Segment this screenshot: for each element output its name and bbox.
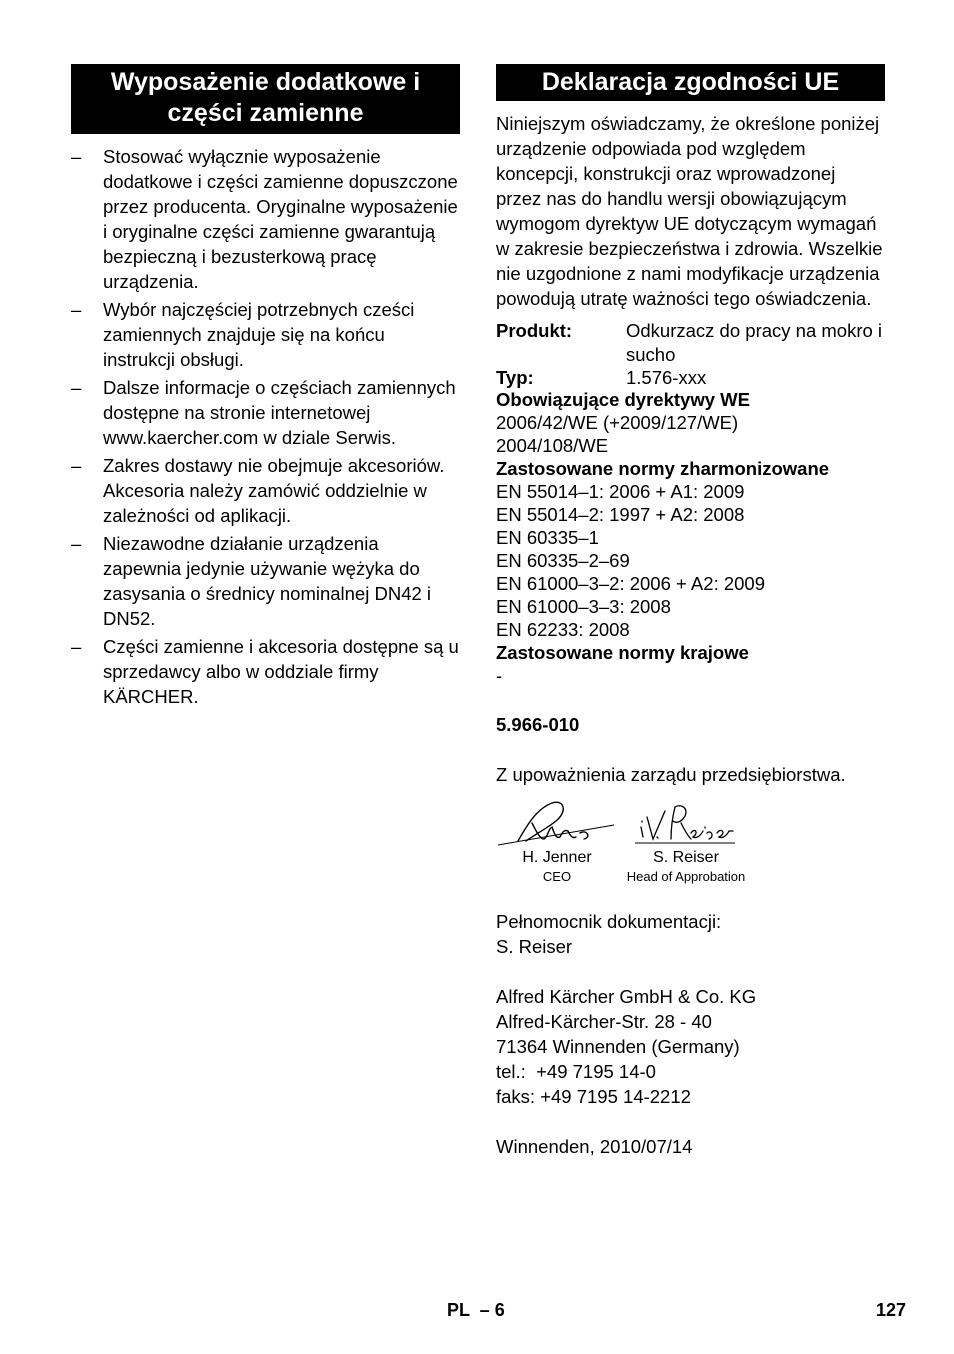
standards-block [496,388,885,687]
harmonized-item: EN 61000–3–2: 2006 + A2: 2009 [496,573,765,594]
list-item-text: Stosować wyłącznie wyposażenie dodatkowe i części zamienne dopuszczone przez producenta. Oryginalne wyposażenie i oryginalne części zamienne gwarantują bezpieczną i bezusterkową pracę urządzenia. [103,146,458,292]
harmonized-item: EN 60335–1 [496,527,599,548]
product-row [496,319,885,367]
place-date: Winnenden, 2010/07/14 [496,1136,693,1157]
national-value: - [496,665,503,686]
doc-number: 5.966-010 [496,714,580,735]
address-line: 71364 Winnenden (Germany) [496,1036,740,1057]
directive-item: 2004/108/WE [496,435,609,456]
list-item-text: Wybór najczęściej potrzebnych cześci zamiennych znajduje się na końcu instrukcji obsługi. [103,299,415,370]
list-item [71,634,460,709]
harmonized-item: EN 60335–2–69 [496,550,630,571]
directives-title: Obowiązujące dyrektywy WE [496,389,750,410]
signatory-name: H. Jenner [522,849,592,866]
type-label: Typ: [496,367,534,388]
signature-reiser [624,797,748,887]
type-row [496,367,885,388]
list-item-text: Części zamienne i akcesoria dostępne są u sprzedawcy albo w oddziale firmy KÄRCHER. [103,636,459,707]
list-item [71,453,460,528]
product-value: Odkurzacz do pracy na mokro i sucho [626,320,883,365]
signature-reiser-image [631,797,741,849]
authorization-text: Z upoważnienia zarządu przedsiębiorstwa. [496,764,846,785]
address-line: faks: +49 7195 14-2212 [496,1086,691,1107]
product-info [496,319,885,388]
harmonized-item: EN 62233: 2008 [496,619,630,640]
product-label: Produkt: [496,320,573,341]
declaration-intro: Niniejszym oświadczamy, że określone poniżej urządzenie odpowiada pod względem koncepcji, konstrukcji oraz wprowadzonej przez nas do handlu wersji obowiązującym wymogom dyrektyw UE dotyczącym wymagań w zakresie bezpieczeństwa i zdrowia. Wszelkie nie uzgodnione z nami modyfikacje urządzenia powodują utratę ważności tego oświadczenia. [496,113,883,309]
address-block [496,984,885,1109]
address-line: Alfred-Kärcher-Str. 28 - 40 [496,1011,712,1032]
list-item [71,531,460,631]
list-item-text: Zakres dostawy nie obejmuje akcesoriów. Akcesoria należy zamówić oddzielnie w zależności od aplikacji. [103,455,445,526]
footer-section-mark: PL – 6 [447,1300,505,1320]
dash-bullet: – [71,636,82,657]
declaration-section [496,64,885,1159]
dash-bullet: – [71,299,82,320]
page-number: 127 [876,1300,907,1320]
accessories-list [71,144,460,709]
dash-bullet: – [71,377,82,398]
doc-representative-label: Pełnomocnik dokumentacji: [496,911,722,932]
type-value: 1.576-xxx [626,367,707,388]
harmonized-item: EN 55014–1: 2006 + A1: 2009 [496,481,745,502]
list-item-text: Dalsze informacje o częściach zamiennych dostępne na stronie internetowej www.kaercher.com w dziale Serwis. [103,377,456,448]
signature-jenner-image [496,797,618,849]
address-line: tel.: +49 7195 14-0 [496,1061,656,1082]
accessories-section [71,64,460,712]
dash-bullet: – [71,146,82,167]
dash-bullet: – [71,533,82,554]
doc-representative-name: S. Reiser [496,936,573,957]
signatory-role: Head of Approbation [626,869,746,884]
signatures [496,797,885,897]
list-item [71,144,460,294]
signatory-role: CEO [542,869,572,884]
signatory-name: S. Reiser [653,849,719,866]
address-line: Alfred Kärcher GmbH & Co. KG [496,986,757,1007]
directive-item: 2006/42/WE (+2009/127/WE) [496,412,739,433]
harmonized-item: EN 61000–3–3: 2008 [496,596,671,617]
harmonized-title: Zastosowane normy zharmonizowane [496,458,830,479]
signature-jenner [496,797,618,887]
list-item-text: Niezawodne działanie urządzenia zapewnia jedynie używanie wężyka do zasysania o średnicy nominalnej DN42 i DN52. [103,533,432,629]
harmonized-item: EN 55014–2: 1997 + A2: 2008 [496,504,745,525]
national-title: Zastosowane normy krajowe [496,642,749,663]
accessories-heading: Wyposażenie dodatkowe i części zamienne [71,64,460,134]
dash-bullet: – [71,455,82,476]
list-item [71,297,460,372]
declaration-heading: Deklaracja zgodności UE [496,64,885,101]
list-item [71,375,460,450]
